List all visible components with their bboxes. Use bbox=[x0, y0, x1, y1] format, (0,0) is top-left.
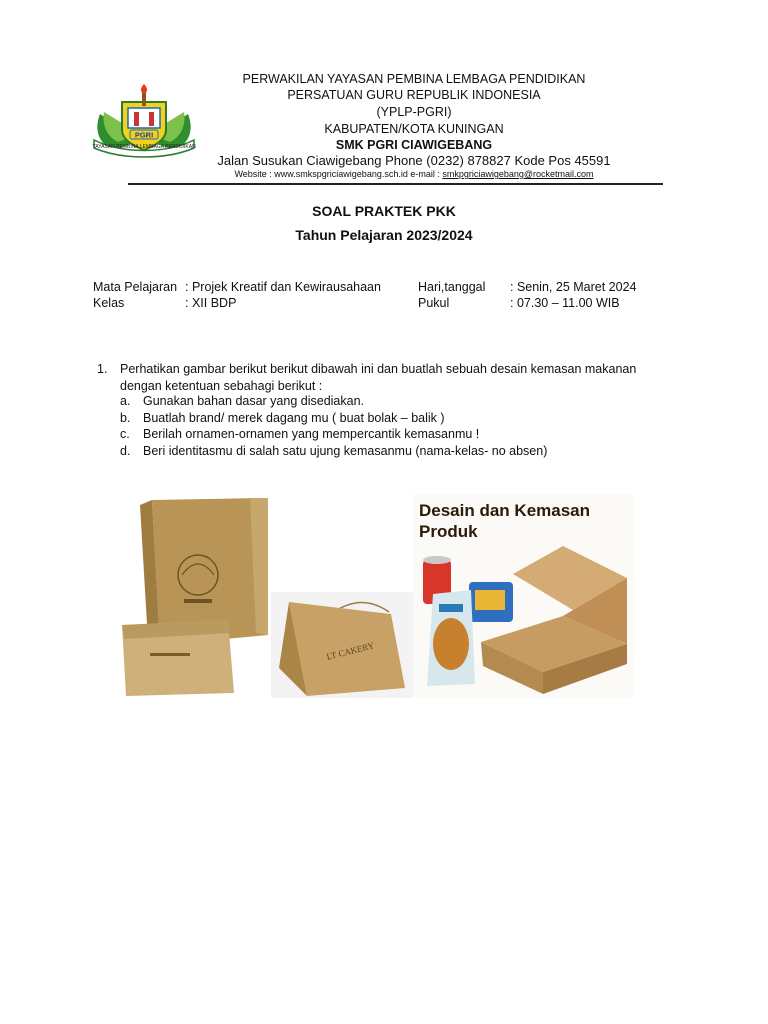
header-divider bbox=[128, 183, 663, 185]
paper-bag-photo-2 bbox=[271, 592, 413, 698]
promo-packaging-photo bbox=[413, 494, 634, 697]
school-address: Jalan Susukan Ciawigebang Phone (0232) 878827 Kode Pos 45591 bbox=[217, 153, 611, 168]
logo-text: PGRI bbox=[134, 130, 154, 140]
bag2-brand-text: LT CAKERY bbox=[325, 640, 376, 662]
time-value: : 07.30 – 11.00 WIB bbox=[510, 296, 620, 310]
date-label: Hari,tanggal bbox=[418, 280, 486, 294]
logo-ribbon-text: YAYASAN PEMBINA LEMBAGA PENDIDIKAN bbox=[92, 144, 196, 150]
promo-title: Desain dan Kemasan Produk bbox=[419, 501, 591, 541]
doc-year: Tahun Pelajaran 2023/2024 bbox=[295, 227, 473, 243]
date-value: : Senin, 25 Maret 2024 bbox=[510, 280, 637, 294]
item-letter: c. bbox=[120, 427, 130, 441]
item-text: Beri identitasmu di salah satu ujung kemasanmu (nama-kelas- no absen) bbox=[143, 443, 548, 458]
subject-value: : Projek Kreatif dan Kewirausahaan bbox=[185, 280, 381, 294]
email-link[interactable]: smkpgriciawigebang@rocketmail.com bbox=[442, 169, 594, 179]
question-text: Perhatikan gambar berikut berikut dibawah ini dan buatlah sebuah desain kemasan makanan dengan ketentuan sebahagi berikut : bbox=[120, 362, 637, 393]
class-label: Kelas bbox=[93, 296, 125, 310]
paper-bag-photo-1 bbox=[120, 495, 270, 698]
question-number: 1. bbox=[97, 362, 108, 376]
item-text: Buatlah brand/ merek dagang mu ( buat bolak – balik ) bbox=[143, 410, 445, 425]
subject-label: Mata Pelajaran bbox=[93, 280, 178, 294]
doc-title: SOAL PRAKTEK PKK bbox=[312, 203, 456, 219]
header-line-3: (YPLP-PGRI) bbox=[376, 105, 452, 119]
item-text: Gunakan bahan dasar yang disediakan. bbox=[143, 394, 364, 408]
school-contact bbox=[30, 168, 768, 180]
school-name: SMK PGRI CIAWIGEBANG bbox=[335, 138, 493, 152]
time-label: Pukul bbox=[418, 296, 450, 310]
header-line-4: KABUPATEN/KOTA KUNINGAN bbox=[324, 122, 504, 136]
item-letter: b. bbox=[120, 410, 131, 425]
item-letter: d. bbox=[120, 443, 131, 458]
header-line-2: PERSATUAN GURU REPUBLIK INDONESIA bbox=[287, 88, 541, 102]
header-line-1: PERWAKILAN YAYASAN PEMBINA LEMBAGA PENDIDIKAN bbox=[242, 72, 586, 86]
class-value: : XII BDP bbox=[185, 296, 237, 310]
item-text: Berilah ornamen-ornamen yang mempercantik kemasanmu ! bbox=[143, 427, 480, 441]
item-letter: a. bbox=[120, 394, 131, 408]
website-label: Website : www.smkspgriciawigebang.sch.id e-mail : bbox=[234, 169, 443, 179]
